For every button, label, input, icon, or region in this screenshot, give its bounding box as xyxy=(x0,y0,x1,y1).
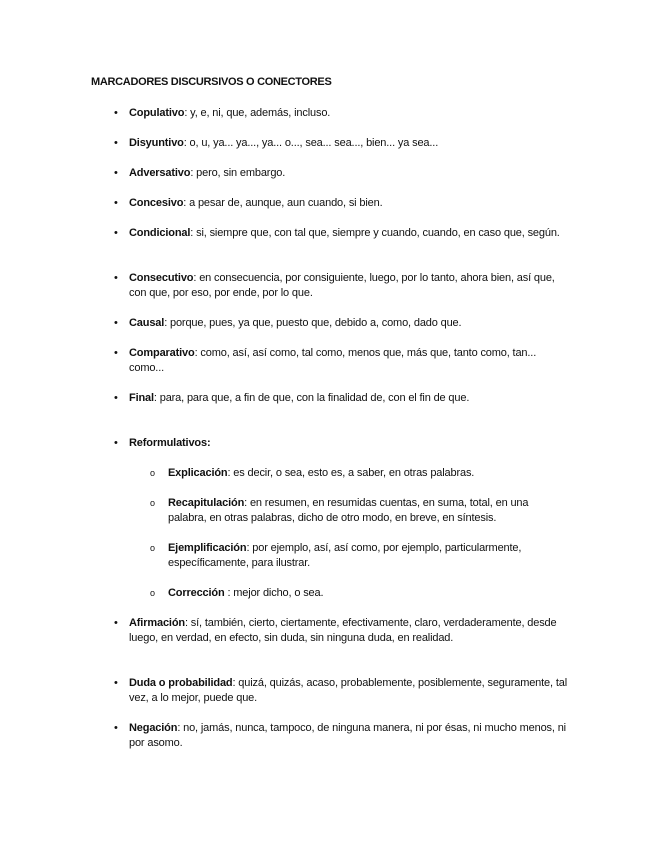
list-item-concesivo xyxy=(114,196,569,211)
list-item-negacion xyxy=(114,721,569,751)
circle-bullet-icon: o xyxy=(150,498,155,508)
sublist-item-recapitulacion xyxy=(150,496,568,526)
item-text: si, siempre que, con tal que, siempre y cuando, cuando, en caso que, según. xyxy=(196,227,560,239)
bullet-icon: • xyxy=(114,347,118,359)
bullet-icon: • xyxy=(114,617,118,629)
item-term: Negación xyxy=(129,722,178,734)
list-item-copulativo xyxy=(114,106,569,121)
item-term: Corrección xyxy=(168,587,225,599)
bullet-icon: • xyxy=(114,392,118,404)
list-item-consecutivo xyxy=(114,271,569,301)
item-term: Recapitulación xyxy=(168,497,245,509)
item-text: sí, también, cierto, ciertamente, efectivamente, claro, verdaderamente, desde luego, en verdad, en efecto, sin duda, sin ninguna duda, en realidad. xyxy=(129,617,557,644)
item-separator: : xyxy=(177,722,184,734)
item-text: en consecuencia, por consiguiente, luego, por lo tanto, ahora bien, así que, con que, por eso, por ende, por lo que. xyxy=(129,272,555,299)
item-text: quizá, quizás, acaso, probablemente, posiblemente, seguramente, tal vez, a lo mejor, puede que. xyxy=(129,677,568,704)
list-item-comparativo xyxy=(114,346,569,376)
item-term: Concesivo xyxy=(129,197,184,209)
bullet-icon: • xyxy=(114,107,118,119)
bullet-icon: • xyxy=(114,437,118,449)
item-term: Adversativo xyxy=(129,167,191,179)
bullet-icon: • xyxy=(114,137,118,149)
item-separator: : xyxy=(194,347,201,359)
item-term: Copulativo xyxy=(129,107,185,119)
list-item-reformulativos xyxy=(114,436,569,451)
list-item-final xyxy=(114,391,569,406)
bullet-icon: • xyxy=(114,272,118,284)
item-text: es decir, o sea, esto es, a saber, en otras palabras. xyxy=(233,467,475,479)
item-text: o, u, ya... ya..., ya... o..., sea... sea..., bien... ya sea... xyxy=(189,137,439,149)
sublist-item-explicacion xyxy=(150,466,568,481)
item-text: porque, pues, ya que, puesto que, debido a, como, dado que. xyxy=(170,317,462,329)
item-term: Explicación xyxy=(168,467,228,479)
item-term: Duda o probabilidad xyxy=(129,677,233,689)
item-separator: : xyxy=(184,617,191,629)
sublist-item-correccion xyxy=(150,586,568,601)
bullet-icon: • xyxy=(114,167,118,179)
item-term: Ejemplificación xyxy=(168,542,247,554)
list-item-causal xyxy=(114,316,569,331)
item-text: mejor dicho, o sea. xyxy=(233,587,324,599)
item-term: Causal xyxy=(129,317,165,329)
item-text: como, así, así como, tal como, menos que, más que, tanto como, tan... como... xyxy=(129,347,537,374)
bullet-icon: • xyxy=(114,722,118,734)
item-text: en resumen, en resumidas cuentas, en suma, total, en una palabra, en otras palabras, dicho de otro modo, en breve, en síntesis. xyxy=(168,497,529,524)
list-item-condicional xyxy=(114,226,569,241)
list-item-duda xyxy=(114,676,569,706)
sublist-item-ejemplificacion xyxy=(150,541,568,571)
item-separator: : xyxy=(164,317,170,329)
bullet-icon: • xyxy=(114,197,118,209)
item-term: Comparativo xyxy=(129,347,195,359)
item-separator: : xyxy=(227,467,234,479)
circle-bullet-icon: o xyxy=(150,543,155,553)
item-text: para, para que, a fin de que, con la finalidad de, con el fin de que. xyxy=(159,392,470,404)
circle-bullet-icon: o xyxy=(150,588,155,598)
bullet-icon: • xyxy=(114,317,118,329)
item-separator: : xyxy=(184,107,191,119)
item-text: no, jamás, nunca, tampoco, de ninguna manera, ni por ésas, ni mucho menos, ni por asomo. xyxy=(129,722,566,749)
item-separator: : xyxy=(246,542,253,554)
item-text: y, e, ni, que, además, incluso. xyxy=(190,107,331,119)
item-term: Final xyxy=(129,392,154,404)
item-text: pero, sin embargo. xyxy=(196,167,286,179)
item-separator: : xyxy=(153,392,160,404)
item-separator: : xyxy=(232,677,239,689)
list-item-adversativo xyxy=(114,166,569,181)
item-separator: : xyxy=(183,137,190,149)
circle-bullet-icon: o xyxy=(150,468,155,478)
item-text: a pesar de, aunque, aun cuando, si bien. xyxy=(189,197,383,209)
item-separator: : xyxy=(193,272,200,284)
item-term: Disyuntivo xyxy=(129,137,184,149)
item-separator: : xyxy=(190,227,197,239)
item-text: por ejemplo, así, así como, por ejemplo, particularmente, específicamente, para ilustrar. xyxy=(168,542,522,569)
item-separator: : xyxy=(244,497,250,509)
item-separator: : xyxy=(224,587,234,599)
item-term: Consecutivo xyxy=(129,272,194,284)
item-term: Condicional xyxy=(129,227,191,239)
item-term: Afirmación xyxy=(129,617,185,629)
item-separator: : xyxy=(190,167,197,179)
list-item-disyuntivo xyxy=(114,136,569,151)
item-separator: : xyxy=(183,197,190,209)
item-term: Reformulativos: xyxy=(129,437,211,449)
bullet-icon: • xyxy=(114,227,118,239)
document-title: MARCADORES DISCURSIVOS O CONECTORES xyxy=(91,76,332,88)
bullet-icon: • xyxy=(114,677,118,689)
list-item-afirmacion xyxy=(114,616,569,646)
